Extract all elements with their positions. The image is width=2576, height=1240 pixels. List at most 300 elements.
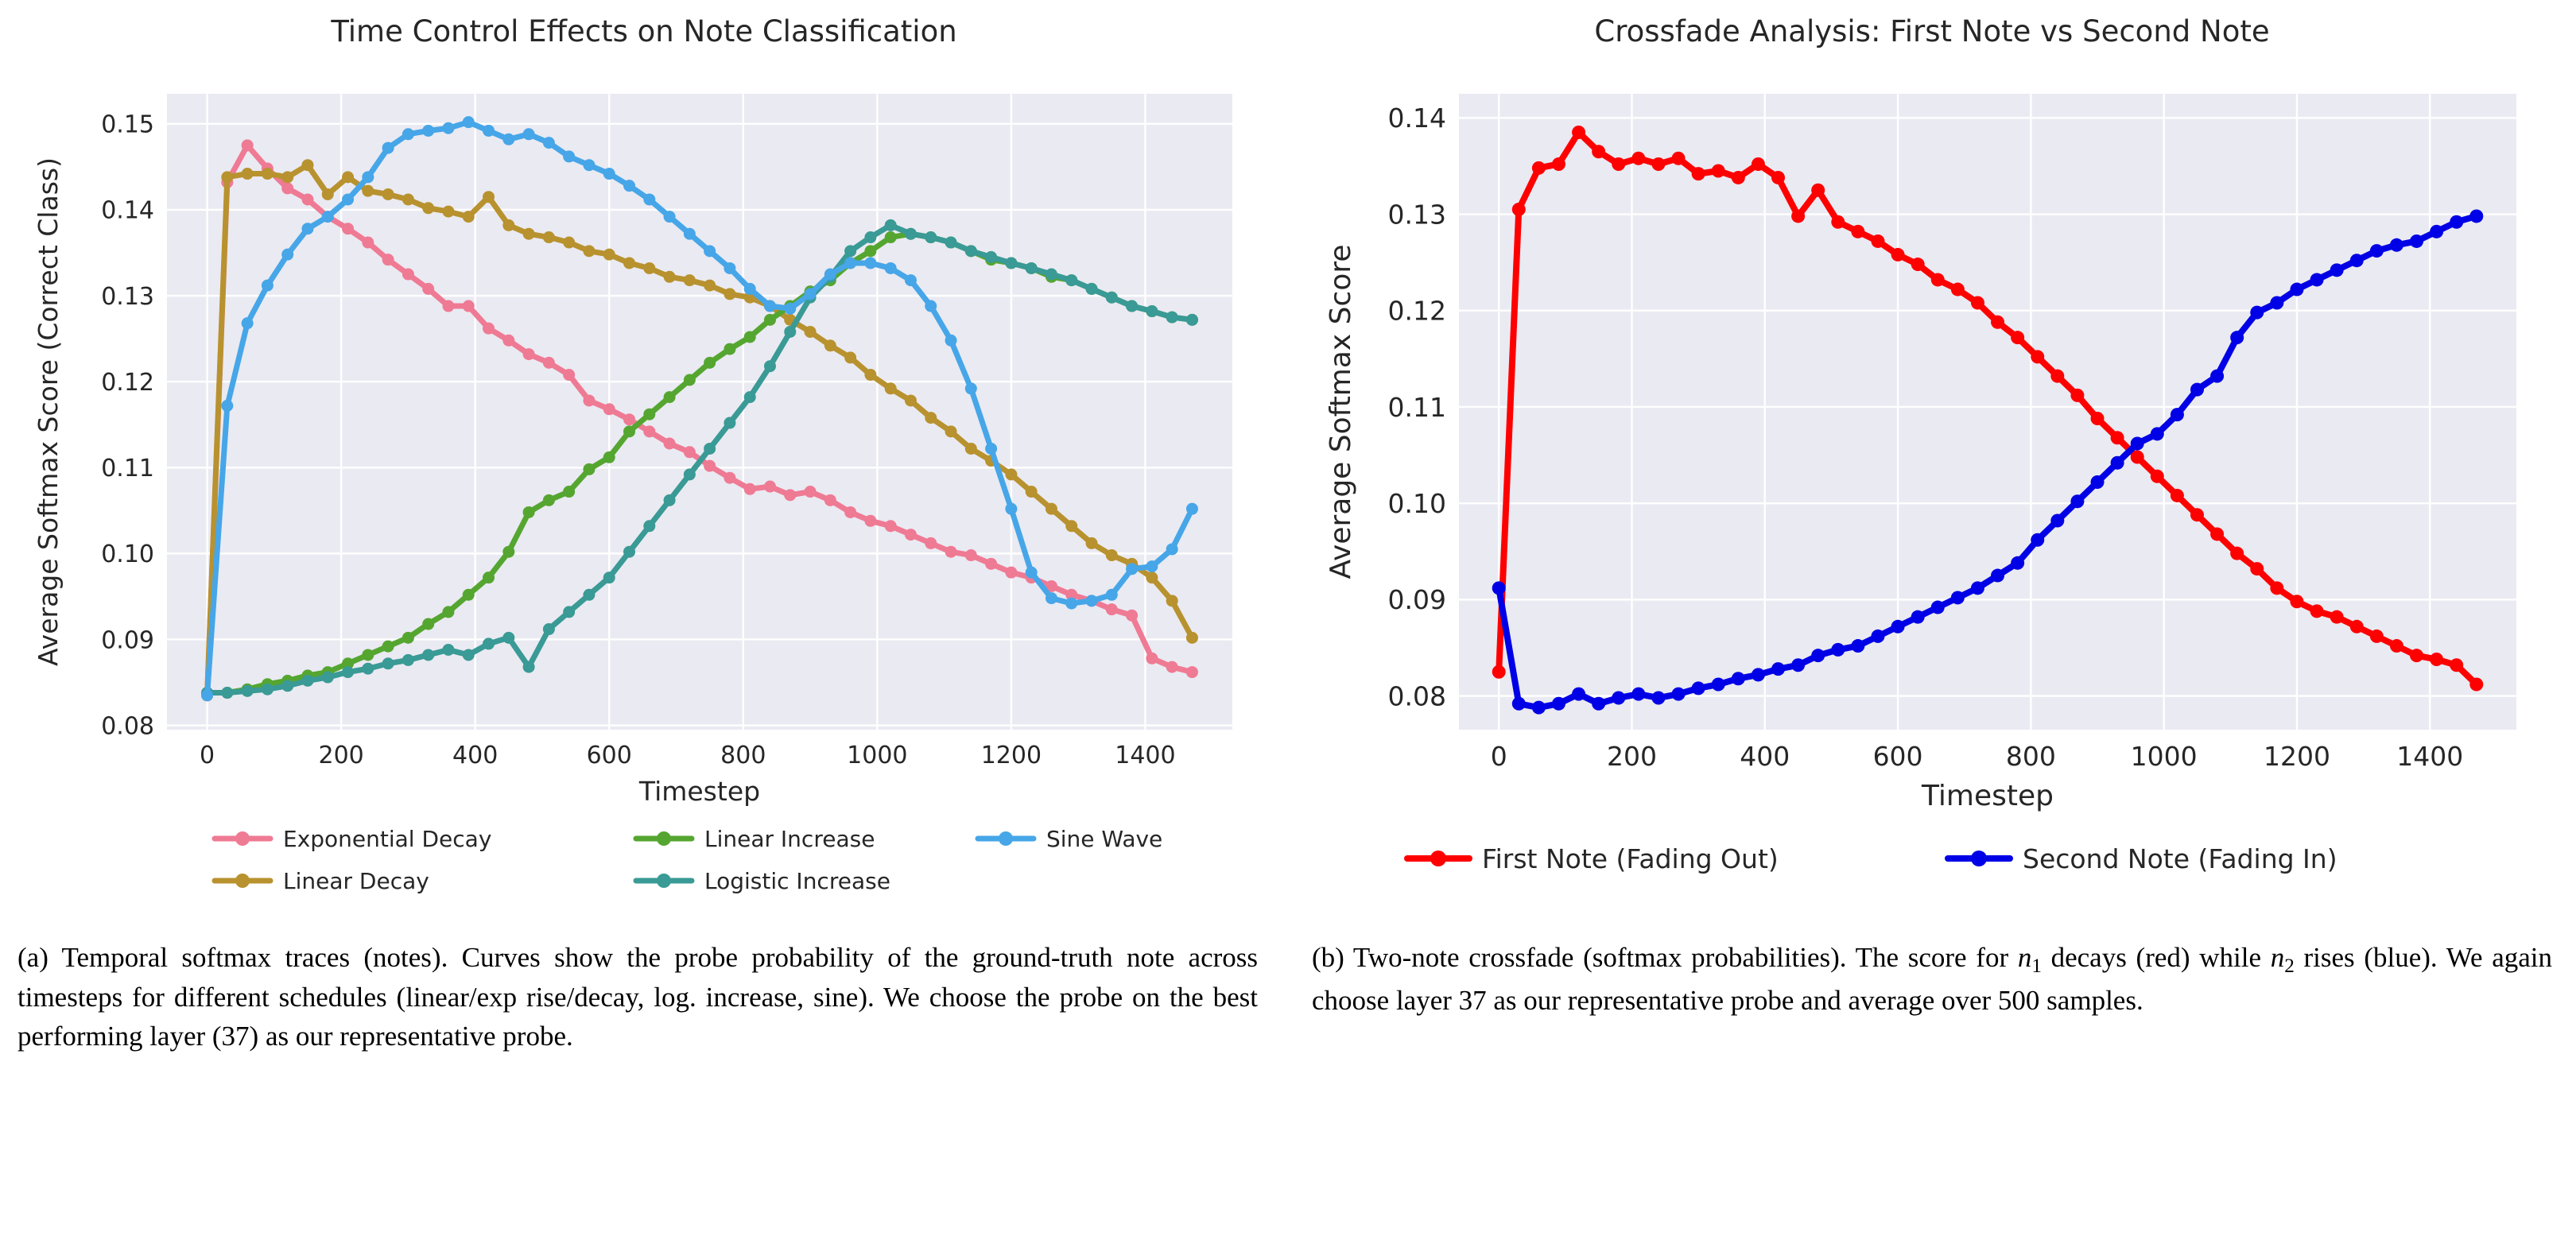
series-marker [965, 549, 977, 561]
series-marker [1552, 157, 1565, 171]
legend-swatch-dot [235, 831, 250, 846]
series-marker [2070, 389, 2084, 402]
y-tick-label: 0.12 [1387, 295, 1446, 327]
series-marker [864, 257, 876, 269]
series-marker [684, 274, 696, 286]
y-tick-label: 0.13 [101, 282, 154, 311]
series-marker [563, 237, 575, 249]
series-marker [603, 168, 615, 180]
series-marker [1146, 560, 1158, 572]
series-marker [322, 188, 334, 200]
series-marker [583, 394, 595, 406]
series-marker [502, 632, 514, 644]
series-marker [1911, 258, 1925, 271]
legend-item-0 [215, 826, 491, 852]
series-marker [724, 262, 735, 274]
series-marker [1166, 543, 1178, 555]
x-tick-label: 800 [720, 742, 766, 769]
series-marker [704, 280, 716, 292]
y-tick-label: 0.11 [101, 455, 154, 483]
series-marker [1991, 569, 2004, 583]
series-marker [2310, 273, 2324, 286]
series-marker [1166, 595, 1178, 606]
series-marker [2469, 678, 2483, 692]
x-tick-label: 0 [1490, 741, 1507, 772]
series-marker [1991, 316, 2004, 329]
series-marker [704, 443, 716, 455]
x-tick-label: 1000 [2130, 741, 2198, 772]
x-tick-label: 800 [2005, 741, 2056, 772]
series-marker [744, 391, 756, 403]
series-marker [1911, 610, 1925, 624]
x-tick-label: 1200 [980, 742, 1042, 769]
series-marker [2250, 306, 2264, 320]
series-marker [2469, 209, 2483, 223]
legend-swatch-dot [999, 831, 1013, 846]
y-axis-label: Average Softmax Score [1325, 244, 1357, 579]
series-marker [784, 303, 796, 315]
series-marker [1931, 273, 1945, 286]
series-marker [1672, 688, 1686, 701]
figure-panel-b [1288, 0, 2576, 938]
x-tick-label: 200 [318, 742, 364, 769]
series-marker [784, 489, 796, 501]
series-marker [382, 188, 394, 200]
series-marker [1086, 537, 1098, 549]
series-marker [322, 211, 334, 223]
series-marker [885, 382, 897, 394]
series-marker [523, 228, 535, 240]
series-marker [1106, 549, 1118, 561]
series-marker [2151, 427, 2164, 440]
series-marker [2270, 581, 2283, 595]
series-marker [2390, 639, 2403, 653]
series-marker [744, 331, 756, 343]
series-marker [281, 680, 293, 692]
x-axis-label: Timestep [638, 776, 761, 807]
series-marker [2390, 238, 2403, 252]
series-marker [704, 245, 716, 257]
legend-swatch-dot [1430, 851, 1446, 866]
series-marker [925, 300, 937, 312]
series-marker [623, 257, 635, 269]
series-marker [1126, 563, 1138, 575]
series-marker [603, 249, 615, 261]
series-marker [1186, 666, 1198, 678]
series-marker [242, 139, 254, 151]
series-marker [1552, 697, 1565, 711]
series-marker [402, 654, 414, 666]
series-marker [623, 180, 635, 192]
series-marker [805, 288, 817, 300]
series-marker [563, 150, 575, 162]
series-marker [262, 280, 274, 292]
series-marker [1046, 269, 1057, 281]
series-marker [2011, 556, 2024, 570]
series-marker [1572, 126, 1585, 139]
series-marker [2330, 610, 2344, 624]
series-marker [643, 262, 655, 274]
series-marker [664, 438, 676, 450]
chart-a [0, 0, 1288, 938]
legend-label: Linear Decay [283, 868, 429, 895]
series-marker [945, 425, 957, 437]
series-marker [1512, 203, 1526, 216]
series-marker [1791, 658, 1805, 672]
chart-a-svg [0, 0, 1288, 938]
series-marker [885, 231, 897, 243]
series-marker [523, 128, 535, 140]
series-marker [422, 202, 434, 214]
caption-b-n2: n [2270, 942, 2285, 973]
series-marker [583, 245, 595, 257]
y-tick-label: 0.12 [101, 368, 154, 397]
y-axis-label: Average Softmax Score (Correct Class) [33, 157, 64, 666]
chart-a-title: Time Control Effects on Note Classification [331, 14, 957, 48]
series-marker [1971, 581, 1984, 595]
series-marker [704, 357, 716, 369]
caption-b-n2-sub: 2 [2284, 955, 2295, 978]
series-marker [643, 193, 655, 205]
series-marker [864, 231, 876, 243]
series-marker [1166, 312, 1178, 324]
series-marker [684, 374, 696, 386]
series-marker [1146, 305, 1158, 317]
series-marker [2270, 296, 2283, 310]
series-marker [985, 443, 997, 455]
series-marker [1951, 283, 1965, 296]
series-marker [684, 228, 696, 240]
series-marker [905, 274, 917, 286]
series-marker [1771, 662, 1785, 676]
series-marker [483, 323, 495, 335]
series-marker [543, 137, 555, 149]
series-marker [1512, 697, 1526, 711]
series-marker [563, 369, 575, 381]
series-marker [1712, 678, 1725, 692]
legend-label: Logistic Increase [704, 868, 890, 895]
series-marker [1871, 630, 1884, 643]
series-marker [2290, 595, 2303, 608]
series-marker [442, 206, 454, 218]
series-marker [704, 460, 716, 472]
x-tick-label: 1400 [2396, 741, 2464, 772]
y-tick-label: 0.10 [101, 541, 154, 569]
series-marker [301, 675, 313, 687]
series-marker [1612, 157, 1625, 171]
series-marker [1592, 697, 1605, 711]
series-marker [885, 520, 897, 532]
y-tick-label: 0.09 [1387, 584, 1446, 616]
series-marker [1811, 649, 1825, 662]
caption-b-text-1: (b) Two-note crossfade (softmax probabilities). The score for [1312, 942, 2018, 973]
series-marker [2171, 408, 2184, 421]
series-marker [2370, 630, 2384, 643]
series-marker [301, 159, 313, 171]
series-marker [805, 486, 817, 498]
series-marker [502, 546, 514, 558]
y-tick-label: 0.08 [101, 712, 154, 741]
series-marker [402, 269, 414, 281]
series-marker [543, 494, 555, 506]
series-marker [744, 283, 756, 295]
series-marker [2350, 620, 2364, 634]
series-marker [844, 257, 856, 269]
series-marker [563, 486, 575, 498]
series-marker [1831, 215, 1845, 229]
series-marker [1106, 589, 1118, 601]
series-marker [2190, 508, 2204, 521]
series-marker [281, 249, 293, 261]
legend-item-3 [636, 868, 890, 894]
series-marker [925, 537, 937, 549]
series-marker [985, 251, 997, 263]
series-marker [523, 348, 535, 360]
series-marker [301, 223, 313, 234]
series-marker [965, 245, 977, 257]
series-marker [764, 314, 776, 326]
series-marker [1086, 283, 1098, 295]
series-marker [543, 231, 555, 243]
series-marker [1752, 668, 1765, 681]
series-marker [864, 245, 876, 257]
series-marker [844, 506, 856, 518]
series-marker [1126, 610, 1138, 622]
series-marker [1871, 234, 1884, 248]
series-marker [2210, 527, 2224, 541]
legend-swatch-dot [657, 874, 671, 888]
series-marker [2050, 370, 2064, 383]
y-tick-label: 0.15 [101, 110, 154, 139]
series-marker [684, 446, 696, 458]
series-marker [1692, 167, 1705, 180]
series-marker [744, 483, 756, 495]
series-marker [1126, 300, 1138, 312]
series-marker [402, 632, 414, 644]
series-marker [322, 672, 334, 684]
y-tick-label: 0.10 [1387, 488, 1446, 520]
series-marker [724, 472, 735, 484]
series-marker [664, 391, 676, 403]
series-marker [764, 300, 776, 312]
legend-item-4 [978, 826, 1162, 852]
y-tick-label: 0.08 [1387, 680, 1446, 712]
series-marker [463, 589, 475, 601]
series-marker [1592, 145, 1605, 158]
series-marker [543, 623, 555, 635]
series-marker [1005, 257, 1017, 269]
series-marker [844, 351, 856, 363]
series-marker [905, 394, 917, 406]
series-marker [1651, 692, 1665, 705]
series-marker [242, 168, 254, 180]
legend-label: Second Note (Fading In) [2023, 843, 2337, 874]
legend-label: Exponential Decay [283, 826, 492, 853]
series-marker [1005, 567, 1017, 579]
x-tick-label: 0 [200, 742, 215, 769]
series-marker [643, 520, 655, 532]
series-marker [463, 649, 475, 661]
legend-label: Linear Increase [704, 826, 875, 853]
series-marker [1572, 688, 1585, 701]
series-marker [402, 193, 414, 205]
series-marker [1651, 157, 1665, 171]
series-marker [2210, 370, 2224, 383]
series-marker [1186, 503, 1198, 515]
series-marker [2031, 533, 2044, 547]
legend-label: Sine Wave [1046, 826, 1163, 853]
series-marker [262, 168, 274, 180]
series-marker [1931, 601, 1945, 614]
series-marker [1492, 581, 1506, 595]
series-marker [965, 443, 977, 455]
series-marker [945, 335, 957, 347]
series-marker [764, 481, 776, 493]
series-marker [281, 182, 293, 194]
series-marker [442, 300, 454, 312]
chart-b-title: Crossfade Analysis: First Note vs Second Note [1594, 14, 2270, 48]
series-marker [362, 171, 374, 183]
series-marker [463, 211, 475, 223]
series-marker [1891, 620, 1905, 634]
series-marker [1146, 572, 1158, 583]
series-marker [2250, 562, 2264, 575]
legend-item-1 [215, 868, 429, 894]
series-marker [1851, 225, 1864, 238]
series-marker [342, 223, 354, 234]
series-marker [2131, 437, 2144, 451]
series-marker [1065, 274, 1077, 286]
series-marker [362, 185, 374, 197]
series-marker [382, 254, 394, 265]
series-marker [623, 413, 635, 425]
series-marker [2430, 653, 2443, 666]
series-marker [724, 288, 735, 300]
series-marker [844, 245, 856, 257]
series-marker [1106, 603, 1118, 615]
series-marker [885, 219, 897, 231]
series-marker [1971, 296, 1984, 310]
series-marker [1732, 171, 1745, 184]
series-marker [2050, 513, 2064, 527]
series-marker [1005, 468, 1017, 480]
captions-row [0, 938, 2576, 1056]
series-marker [2410, 234, 2423, 248]
series-marker [684, 468, 696, 480]
series-marker [603, 572, 615, 583]
series-marker [905, 228, 917, 240]
series-marker [1106, 292, 1118, 304]
series-marker [362, 663, 374, 675]
series-marker [864, 515, 876, 527]
series-marker [463, 300, 475, 312]
series-marker [1851, 639, 1864, 653]
series-marker [925, 231, 937, 243]
x-tick-label: 400 [1740, 741, 1790, 772]
series-marker [1046, 592, 1057, 604]
series-marker [784, 326, 796, 338]
series-marker [724, 417, 735, 429]
series-marker [422, 649, 434, 661]
series-marker [262, 684, 274, 696]
y-tick-label: 0.14 [101, 196, 154, 225]
y-tick-label: 0.14 [1387, 103, 1446, 134]
caption-b-n1: n [2017, 942, 2032, 973]
series-marker [824, 269, 836, 281]
series-marker [342, 193, 354, 205]
caption-b-text-2: decays (red) while [2041, 942, 2271, 973]
caption-b [1312, 938, 2552, 1056]
series-marker [422, 125, 434, 137]
series-marker [2330, 263, 2344, 277]
series-marker [483, 125, 495, 137]
series-marker [382, 657, 394, 669]
series-marker [442, 606, 454, 618]
series-marker [1811, 184, 1825, 197]
series-marker [664, 494, 676, 506]
series-marker [442, 122, 454, 134]
series-marker [342, 171, 354, 183]
series-marker [2190, 383, 2204, 397]
chart-b-svg [1288, 0, 2576, 938]
series-marker [664, 271, 676, 283]
series-marker [2370, 244, 2384, 258]
series-marker [2290, 283, 2303, 296]
series-marker [945, 546, 957, 558]
series-marker [583, 159, 595, 171]
x-axis-label: Timestep [1922, 780, 2054, 812]
series-marker [382, 142, 394, 154]
series-marker [2171, 489, 2184, 502]
series-marker [1771, 171, 1785, 184]
series-marker [985, 558, 997, 570]
series-marker [1612, 692, 1625, 705]
series-marker [643, 409, 655, 420]
series-marker [1631, 152, 1645, 165]
series-marker [543, 357, 555, 369]
series-marker [402, 128, 414, 140]
series-marker [1831, 643, 1845, 657]
legend-swatch-dot [235, 874, 250, 888]
series-marker [2430, 225, 2443, 238]
x-tick-label: 400 [452, 742, 499, 769]
caption-b-text-3: rises (blue). We again choose layer 37 as our representative probe and average over 500 samples. [1312, 942, 2553, 1016]
series-marker [1186, 632, 1198, 644]
series-marker [805, 326, 817, 338]
series-marker [221, 687, 233, 699]
series-marker [221, 171, 233, 183]
series-marker [2011, 331, 2024, 344]
series-marker [362, 237, 374, 249]
series-marker [221, 400, 233, 412]
series-marker [1086, 595, 1098, 606]
series-marker [623, 546, 635, 558]
series-marker [422, 618, 434, 630]
series-marker [1712, 164, 1725, 177]
series-marker [2310, 604, 2324, 618]
series-marker [502, 134, 514, 145]
series-marker [201, 689, 213, 701]
series-marker [523, 506, 535, 518]
series-marker [1166, 661, 1178, 673]
series-marker [2091, 412, 2105, 425]
series-marker [1492, 665, 1506, 679]
series-marker [965, 382, 977, 394]
series-marker [2070, 494, 2084, 508]
y-tick-label: 0.13 [1387, 199, 1446, 231]
series-marker [1532, 161, 1546, 175]
x-tick-label: 200 [1606, 741, 1657, 772]
